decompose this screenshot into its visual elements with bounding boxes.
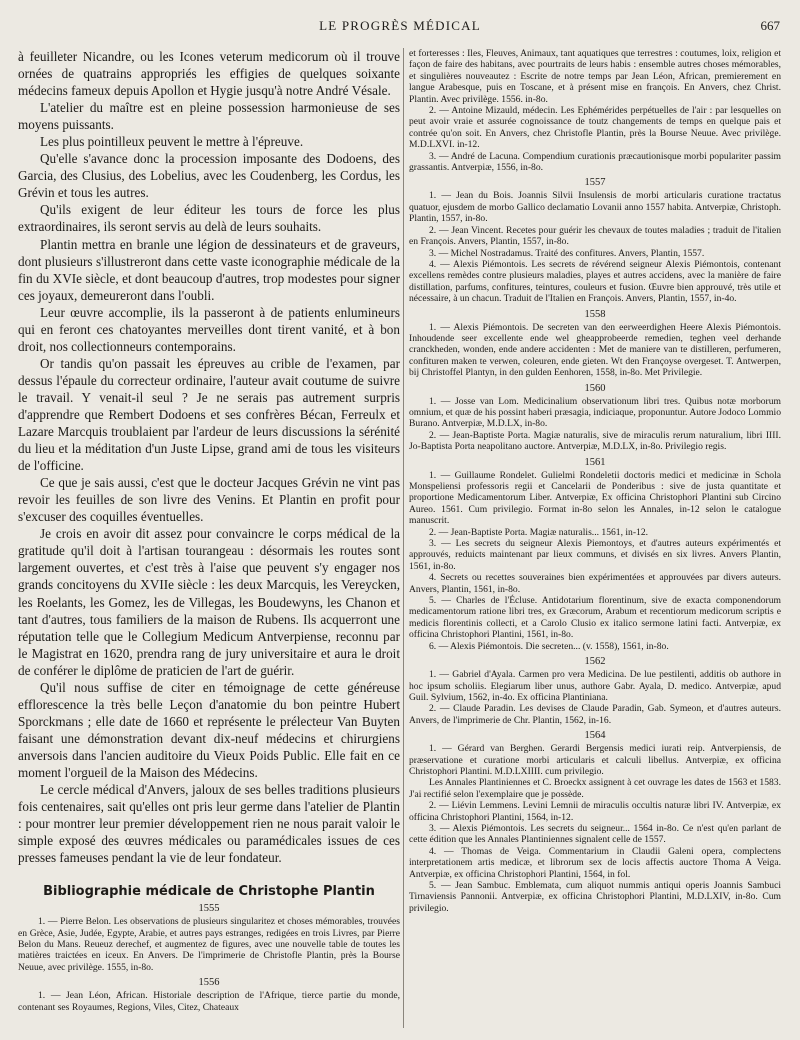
year-heading: 1555 xyxy=(198,903,220,915)
body-paragraph: Plantin mettra en branle une légion de dessinateurs et de graveurs, dont plusieurs s'illustreront dans cette vaste iconographie médicale de la fin du XVIe siècle, et dont beaucoup d'autres, trop modestes pour signer ces joyaux, demeureront dans l'oubli. xyxy=(18,236,400,303)
year-heading: 1564 xyxy=(584,730,606,742)
bibliography-entry: 2. — Antoine Mizauld, médecin. Les Ephémérides perpétuelles de l'air : par lesquelles on peut avoir vraie et assurée cognoissance de toutz changements de temps en quelque pais et contrée qu'on soit. En Anvers, chez Christofle Plantin, près la Bourse Neuue. Avec privilège. M.D.LXVI. in-12. xyxy=(409,105,781,151)
bibliography-entry: 3. — André de Lacuna. Compendium curationis præcautionisque morbi populariter passim grassantis. Antverpiæ, 1556, in-8o. xyxy=(409,150,781,174)
bibliography-entry: 4. — Thomas de Veiga. Commentarium in Claudii Galeni opera, complectens interpretationem artis medicæ, et librorum sex de locis affectis auctore Thoma A Veiga. Antverpiæ, ex officina Christophori Plantini, 1564, in fol. xyxy=(409,845,781,880)
body-paragraph: Qu'ils exigent de leur éditeur les tours de force les plus extraordinaires, ils seront servis au delà de leurs souhaits. xyxy=(18,202,400,235)
running-header xyxy=(20,18,780,36)
bibliography-entry: 2. — Jean-Baptiste Porta. Magiæ naturalis, sive de miraculis rerum naturalium, libri IIII. Jo-Baptista Porta neapolitano auctore. Antverpiæ, M.D.LX, in-8o. Privilegio regis. xyxy=(409,429,781,453)
year-heading: 1560 xyxy=(584,382,606,394)
bibliography-entry: 1. — Guillaume Rondelet. Gulielmi Rondeletii doctoris medici et medicinæ in Schola Monspeliensi professoris regii et Cancelarii de Ponderibus : sive de justa quantitate et proportione Medicamentorum Liber. Antverpiæ, Ex officina Christophori Plantini sub Circino Aureo. 1561. Cum privilegio. Format in-8o selon les Annales, in-12 selon le catalogue manuscrit. xyxy=(409,469,781,527)
year-heading: 1557 xyxy=(584,177,606,189)
bibliography-entry: 1. — Pierre Belon. Les observations de plusieurs singularitez et choses mémorables, trouvées en Grèce, Asie, Judée, Egypte, Arabie, et autres pays estranges, redigées en trois Livres, par Pierre Belon du Mans. Reueuz derechef, et augmentez de figures, avec une nouvelle table de toutes les matières traictées en iceux. En Anvers. De l'imprimerie de Christofle Plantin, près la Bourse Neuue, avec privilège. 1555, in-8o. xyxy=(18,916,400,973)
body-paragraph: Or tandis qu'on passait les épreuves au crible de l'examen, par dessus l'épaule du correcteur ordinaire, l'auteur avait coutume de suivre le travail. Y venait-il seul ? Je ne serais pas autrement surpris d'apprendre que Rembert Dodoens et ses confrères Bécan, Ferreulx et Lazare Marcquis troublaient par l'ardeur de leurs discussions la sérénité du lieu et la méditation d'un Juste Lipse, grand ami de tous les visiteurs de l'officine. xyxy=(18,355,400,474)
bibliography-entry: 2. — Claude Paradin. Les devises de Claude Paradin, Gab. Symeon, et d'autres auteurs. Anvers, de l'imprimerie de Chr. Plantin, 1562, in-16. xyxy=(409,703,781,726)
bibliography-entry: 1. — Gérard van Berghen. Gerardi Bergensis medici iurati reip. Antverpiensis, de præservatione et curatione morbi articularis et calculi libellus. Antverpiæ, ex officina Christophori Plantini. M.D.LXIIII. cum privilegio. xyxy=(409,743,781,777)
bibliography-entry: 1. — Josse van Lom. Medicinalium observationum libri tres. Quibus notæ morborum omnium, et quæ de his possint haberi præsagia, indiciaque, proponuntur. Autore Jodoco Lommio Burano. Antverpiæ, M.D.LX, in-8o. xyxy=(409,395,781,430)
body-paragraph: L'atelier du maître est en pleine possession harmonieuse de ses moyens puissants. xyxy=(18,100,400,133)
year-heading: 1562 xyxy=(584,656,606,668)
bibliography-title: Bibliographie médicale de Christophe Plantin xyxy=(43,884,375,900)
bibliography-entry-continuation: et forteresses : Iles, Fleuves, Animaux, tant aquatiques que terrestres : coutumes, loix, religion et façon de faire des habitans, avec pourtraits de leurs habis : ensemble autres choses mémorables, et singulières nouveautez : Escrite de notre temps par Jean Léon, African, premierement en langue Arabesque, puis en Toscane, et à présent mise en françois. En Anvers, chez Christ. Plantin. Avec privilège. 1556. in-8o. xyxy=(409,48,781,105)
journal-title: LE PROGRÈS MÉDICAL xyxy=(319,18,481,33)
bibliography-entry: 1. — Jean du Bois. Joannis Silvii Insulensis de morbi articularis curatione tractatus quatuor, ejusdem de morbo Gallico declamatio Lovanii anno 1557 habita. Antverpiæ, Christoph. Plantin, 1557, in-8o. xyxy=(409,190,781,225)
bibliography-entry: 3. — Alexis Piémontois. Les secrets du seigneur... 1564 in-8o. Ce n'est qu'en parlant de cette édition que les Annales Plantiniennes signalent celle de 1557. xyxy=(409,822,781,846)
body-paragraph: Les plus pointilleux peuvent le mettre à l'épreuve. xyxy=(40,134,304,150)
left-column xyxy=(18,48,400,1028)
column-divider xyxy=(403,48,404,1028)
bibliography-entry: 1. — Gabriel d'Ayala. Carmen pro vera Medicina. De lue pestilenti, additis ob authore in hoc ipsum scholiis. Elegiarum liber unus, authore Gabr. Ayala, D. medico. Antverpiæ, apud Guil. Sylvium, 1562, in-4o. Ex officina Plantiniana. xyxy=(409,669,781,703)
bibliography-entry: 3. — Michel Nostradamus. Traité des confitures. Anvers, Plantin, 1557. xyxy=(429,247,705,259)
bibliography-entry: 6. — Alexis Piémontois. Die secreten... (v. 1558), 1561, in-8o. xyxy=(429,640,669,652)
page-number: 667 xyxy=(760,18,780,33)
bibliography-entry: 3. — Les secrets du seigneur Alexis Piemontoys, et d'autres auteurs expérimentés et approuvés, reduicts maintenant par lieux communs, et divisés en six livres. Anvers Plantin, 1561, in-8o. xyxy=(409,538,781,572)
bibliography-entry: 2. — Jean-Baptiste Porta. Magiæ naturalis... 1561, in-12. xyxy=(429,526,649,538)
bibliography-entry: 4. Secrets ou recettes souveraines bien expérimentées et approuvées par divers auteurs. Anvers, Plantin, 1561, in-8o. xyxy=(409,572,781,595)
body-paragraph: Qu'il nous suffise de citer en témoignage de cette généreuse efflorescence la très belle Leçon d'anatomie du bon peintre Hubert Sporckmans ; elle date de 1660 et représente le prélecteur Van Buyten faisant une démonstration devant dix-neuf médecins et chirurgiens anversois dans l'ancien auditoire du Vieux Poids Public. Elle fait en ce moment l'orgueil de la Maison des Médecins. xyxy=(18,679,400,780)
body-paragraph: Qu'elle s'avance donc la procession imposante des Dodoens, des Garcia, des Clusius, des Lobelius, avec les Coudenberg, les Cordus, les Grévin et tous les autres. xyxy=(18,151,400,201)
right-column xyxy=(409,48,781,1033)
bibliography-entry: 5. — Jean Sambuc. Emblemata, cum aliquot nummis antiqui operis Joannis Sambuci Tirnaviensis Pannonii. Antverpiæ, ex officina Christophori Plantini, M.D.LXIV, in-8o. Cum privilegio. xyxy=(409,880,781,914)
body-paragraph: Leur œuvre accomplie, ils la passeront à de patients enlumineurs qui en feront ces chatoyantes merveilles dont tirent vanité, et à bon droit, nos collectionneurs contemporains. xyxy=(18,304,400,354)
bibliography-entry: 4. — Alexis Piémontois. Les secrets de révérend seigneur Alexis Piémontois, contenant excellens remèdes contre plusieurs maladies, playes et autres accidens, avec la manière de faire distillation, parfums, confitures, teintures, couleurs et fusion. Œuvre bien approuvé, très utile et nécessaire, à un chacun. Traduit de l'Italien en François. Anvers, Plantin, 1557, in-4o. xyxy=(409,258,781,305)
year-heading: 1558 xyxy=(584,308,606,320)
body-paragraph: Ce que je sais aussi, c'est que le docteur Jacques Grévin ne vint pas revoir les feuilles de son livre des Venins. Et Plantin en profit pour s'excuser des coquilles éventuelles. xyxy=(18,475,400,525)
bibliography-entry: 5. — Charles de l'Écluse. Antidotarium florentinum, sive de exacta componendorum medicamentorum ratione libri tres, ex Græcorum, Arabum et recentiorum medicorum scriptis e medicis florentinis collecti, et a Carolo Clusio ex italico sermone latini facti. Antverpiæ, ex officina Christophori Plantini, 1561, in-8o. xyxy=(409,595,781,641)
body-paragraph: Je crois en avoir dit assez pour convaincre le corps médical de la gratitude qu'il doit à l'artisan tourangeau : désormais les routes sont largement ouvertes, et c'est très à l'aise que peuvent s'y engager nos grands concitoyens du XVIIe siècle : les deux Marcquis, les Vereycken, les Roelants, les Gomez, les de Villegas, les Boudewyns, les Chanon et tant d'autres, tous familiers de la maison de Rubens. Ils acquerront une réputation telle que le Collegium Medicum Antverpiense, reconnu par le Magistrat en 1620, prendra rang de jury universitaire et aura le droit de conférer le diplôme de praticien de l'art de guérir. xyxy=(18,526,400,678)
year-heading: 1556 xyxy=(198,977,220,989)
body-paragraph: Le cercle médical d'Anvers, jaloux de ses belles traditions plusieurs fois centenaires, sait qu'elles ont pris leur germe dans l'atelier de Plantin : pour montrer leur premier développement rien ne nous parait valoir le simple exposé des œuvres médicales ou paramédicales issues de ces presses fameuses pendant la vie de leur fondateur. xyxy=(18,782,400,866)
bibliography-entry: 2. — Liévin Lemmens. Levini Lemnii de miraculis occultis naturæ libri IV. Antverpiæ, ex officina Christophori Plantini, 1564, in-12. xyxy=(409,800,781,823)
bibliography-entry: 1. — Alexis Piémontois. De secreten van den eerweerdighen Heere Alexis Piémontois. Inhoudende seer excellente ende wel gheapprobeerde remedien, teghen veel derhande cranckheden, wonden, ende andere accidenten : Met de maniere van te distilleren, perfumeren, confituren maken te verwen, coleuren, ende gieten. Wt den Françoyse overgeset. T. Antwerpen, bij Christoffel Plantyn, in den gulden Eenhoren, 1558, in-8o. Met Privilegie. xyxy=(409,321,781,379)
bibliography-entry: 2. — Jean Vincent. Recetes pour guérir les chevaux de toutes maladies ; traduit de l'italien en François. Anvers, Plantin, 1557, in-8o. xyxy=(409,224,781,248)
bibliography-entry: Les Annales Plantiniennes et C. Broeckx assignent à cet ouvrage les dates de 1563 et 1583. J'ai rectifié selon l'exemplaire que je possède. xyxy=(409,777,781,800)
year-heading: 1561 xyxy=(584,456,606,468)
body-paragraph: à feuilleter Nicandre, ou les Icones veterum medicorum où il trouve ornées de quatrains appropriés les effigies de quelques soixante médecins fameux depuis Apollon et Hygie jusqu'à notre André Vésale. xyxy=(18,49,400,99)
bibliography-entry: 1. — Jean Léon, African. Historiale description de l'Afrique, tierce partie du monde, contenant ses Royaumes, Regions, Viles, Citez, Chateaux xyxy=(18,990,400,1013)
